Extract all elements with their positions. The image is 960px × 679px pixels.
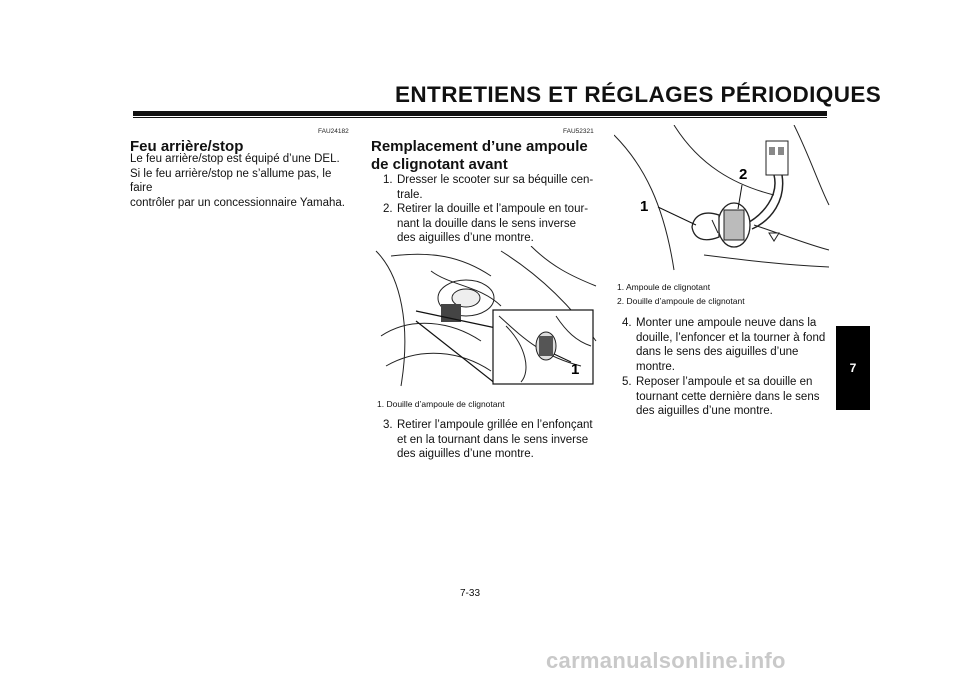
- figure-label: 1: [640, 198, 649, 215]
- step-line: Reposer l’ampoule et sa douille en: [636, 376, 813, 388]
- step-line: et en la tournant dans le sens inverse: [397, 433, 589, 446]
- step-line: dans le sens des aiguilles d’une: [636, 346, 799, 358]
- list-item: [383, 173, 596, 202]
- step-line: Monter une ampoule neuve dans la: [636, 317, 817, 329]
- step-line: douille, l’enfoncer et la tourner à fond: [636, 331, 826, 344]
- page-header-title: ENTRETIENS ET RÉGLAGES PÉRIODIQUES: [395, 82, 882, 107]
- body-line: Le feu arrière/stop est équipé d’une DEL.: [130, 153, 340, 165]
- list-item: [622, 375, 830, 419]
- watermark: carmanualsonline.info: [546, 648, 786, 673]
- step-line: Dresser le scooter sur sa béquille cen-: [397, 174, 594, 186]
- list-item: [383, 418, 596, 462]
- page-number: 7-33: [460, 588, 481, 599]
- body-line: Si le feu arrière/stop ne s’allume pas, le faire: [130, 167, 332, 194]
- figure-caption: 1. Ampoule de clignotant: [617, 282, 711, 292]
- section-code: FAU52321: [563, 128, 594, 135]
- figure-label: 1: [571, 361, 580, 378]
- step-line: Retirer l’ampoule grillée en l’enfonçant: [397, 419, 593, 431]
- header-rule: [133, 111, 827, 116]
- section-body: [130, 152, 355, 210]
- heading-line: Remplacement d’une ampoule: [371, 138, 588, 155]
- list-item: [383, 202, 596, 246]
- step-number: 1.: [383, 174, 393, 186]
- step-number: 2.: [383, 203, 393, 215]
- step-number: 4.: [622, 317, 632, 329]
- step-number: 5.: [622, 376, 632, 388]
- section-code: FAU24182: [318, 128, 349, 135]
- step-line: tournant cette dernière dans le sens: [636, 390, 820, 403]
- list-item: [622, 316, 830, 374]
- figure-socket-location: [371, 246, 597, 388]
- step-line: nant la douille dans le sens inverse: [397, 217, 577, 230]
- figure-bulb-and-socket: [614, 125, 830, 273]
- step-line: Retirer la douille et l’ampoule en tour-: [397, 203, 589, 215]
- figure-caption: 2. Douille d’ampoule de clignotant: [617, 296, 745, 306]
- step-line: montre.: [636, 360, 675, 373]
- section-heading: Feu arrière/stop: [130, 138, 244, 155]
- step-line: des aiguilles d’une montre.: [397, 448, 534, 460]
- section-heading: [371, 138, 588, 174]
- figure-label: 2: [739, 166, 748, 183]
- step-line: des aiguilles d’une montre.: [636, 405, 773, 417]
- body-line: contrôler par un concessionnaire Yamaha.: [130, 196, 346, 209]
- heading-line: de clignotant avant: [371, 156, 508, 173]
- step-line: des aiguilles d’une montre.: [397, 232, 534, 244]
- figure-caption: 1. Douille d’ampoule de clignotant: [377, 399, 505, 409]
- chapter-tab: 7: [836, 326, 870, 410]
- step-number: 3.: [383, 419, 393, 431]
- step-line: trale.: [397, 188, 423, 201]
- header-rule-thin: [133, 117, 827, 118]
